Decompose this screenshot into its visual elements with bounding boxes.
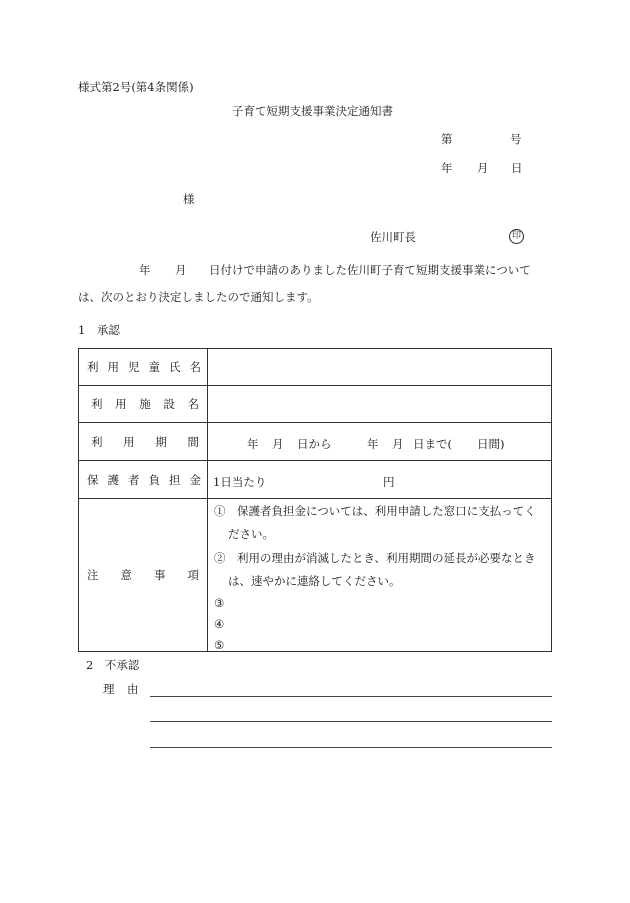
reason-label-1: 理 [103, 682, 115, 696]
doc-number-suffix: 号 [510, 132, 522, 146]
label-usage-period: 利 用 期 間 [79, 423, 208, 461]
label-guardian-fee: 保 護 者 負 担 金 [79, 461, 208, 499]
guardian-fee-field[interactable]: 1日当たり 円 [208, 461, 552, 499]
reason-label-2: 由 [127, 682, 139, 696]
doc-number-prefix: 第 [441, 132, 453, 146]
note-2-line2: は、速やかに連絡してください。 [228, 574, 401, 588]
label-child-name: 利 用 児 童 氏 名 [79, 349, 208, 386]
note-1-line2: ださい。 [228, 527, 274, 541]
addressee-suffix: 様 [183, 192, 195, 206]
note-5: ⑤ [214, 638, 225, 652]
body-month: 月 [175, 263, 187, 277]
reason-line-1[interactable] [150, 696, 552, 697]
document-title: 子育て短期支援事業決定通知書 [232, 104, 393, 118]
table-row [79, 461, 552, 499]
date-month: 月 [477, 161, 489, 175]
label-facility-name: 利 用 施 設 名 [79, 386, 208, 423]
section-disapproval: 2 不承認 [86, 658, 140, 672]
date-day: 日 [511, 161, 523, 175]
body-line1: 日付けで申請のありました佐川町子育て短期支援事業について [209, 263, 531, 277]
decision-table [78, 348, 552, 652]
notes-content [208, 499, 552, 652]
table-row [79, 386, 552, 423]
form-number: 様式第2号(第4条関係) [78, 80, 194, 94]
seal-mark: 印 [509, 229, 524, 244]
table-row [79, 349, 552, 386]
usage-period-field[interactable]: 年 月 日から 年 月 日まで( 日間) [208, 423, 552, 461]
facility-name-field[interactable] [208, 386, 552, 423]
label-notes: 注 意 事 項 [79, 499, 208, 652]
date-year: 年 [441, 161, 453, 175]
body-year: 年 [139, 263, 151, 277]
reason-line-2[interactable] [150, 721, 552, 722]
note-2-line1: ② 利用の理由が消滅したとき、利用期間の延長が必要なとき [214, 551, 536, 565]
body-line2: は、次のとおり決定しましたので通知します。 [78, 290, 319, 304]
reason-line-3[interactable] [150, 747, 552, 748]
child-name-field[interactable] [208, 349, 552, 386]
note-4: ④ [214, 617, 225, 631]
table-row [79, 499, 552, 652]
note-3: ③ [214, 596, 225, 610]
table-row [79, 423, 552, 461]
issuer-name: 佐川町長 [370, 230, 416, 244]
note-1-line1: ① 保護者負担金については、利用申請した窓口に支払ってく [214, 504, 536, 518]
section-approval: 1 承認 [78, 323, 120, 337]
